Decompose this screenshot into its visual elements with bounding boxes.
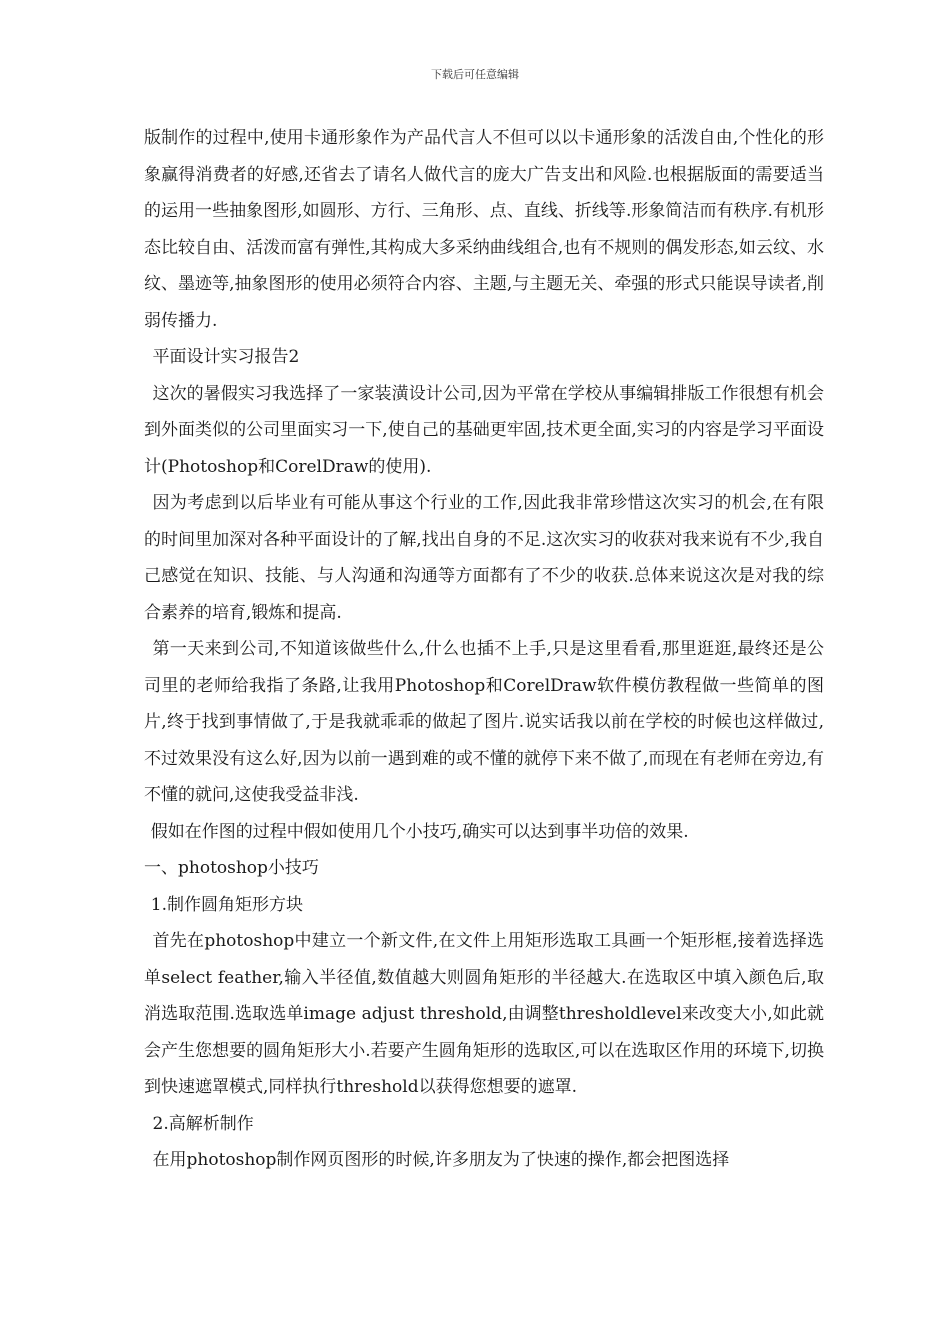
paragraph: 第一天来到公司,不知道该做些什么,什么也插不上手,只是这里看看,那里逛逛,最终还是公司里的老师给我指了条路,让我用Photoshop和CorelDraw软件模仿教程做一些简单的图片,终于找到事情做了,于是我就乖乖的做起了图片.说实话我以前在学校的时候也这样做过,不过效果没有这么好,因为以前一遇到难的或不懂的就停下来不做了,而现在有老师在旁边,有不懂的就问,这使我受益非浅. bbox=[144, 639, 824, 805]
paragraph: 在用photoshop制作网页图形的时候,许多朋友为了快速的操作,都会把图选择 bbox=[152, 1150, 730, 1170]
paragraph: 假如在作图的过程中假如使用几个小技巧,确实可以达到事半功倍的效果. bbox=[150, 821, 689, 842]
subsection-heading: 1.制作圆角矩形方块 bbox=[150, 894, 304, 915]
section-title: 平面设计实习报告2 bbox=[152, 347, 300, 367]
paragraph: 版制作的过程中,使用卡通形象作为产品代言人不但可以以卡通形象的活泼自由,个性化的形象赢得消费者的好感,还省去了请名人做代言的庞大广告支出和风险.也根据版面的需要适当的运用一些抽象图形,如圆形、方行、三角形、点、直线、折线等.形象简洁而有秩序.有机形态比较自由、活泼而富有弹性,其构成大多采纳曲线组合,也有不规则的偶发形态,如云纹、水纹、墨迹等,抽象图形的使用必须符合内容、主题,与主题无关、牵强的形式只能误导读者,削弱传播力. bbox=[144, 128, 824, 331]
paragraph: 因为考虑到以后毕业有可能从事这个行业的工作,因此我非常珍惜这次实习的机会,在有限的时间里加深对各种平面设计的了解,找出自身的不足.这次实习的收获对我来说有不少,我自己感觉在知识、技能、与人沟通和沟通等方面都有了不少的收获.总体来说这次是对我的综合素养的培育,锻炼和提高. bbox=[144, 493, 824, 623]
paragraph: 这次的暑假实习我选择了一家装潢设计公司,因为平常在学校从事编辑排版工作很想有机会到外面类似的公司里面实习一下,使自己的基础更牢固,技术更全面,实习的内容是学习平面设计(Photoshop和CorelDraw的使用). bbox=[144, 383, 824, 477]
subsection-heading: 2.高解析制作 bbox=[152, 1113, 254, 1134]
document-body bbox=[144, 120, 824, 1179]
paragraph: 首先在photoshop中建立一个新文件,在文件上用矩形选取工具画一个矩形框,接着选择选单select feather,输入半径值,数值越大则圆角矩形的半径越大.在选取区中填入颜色后,取消选取范围.选取选单image adjust threshold,由调整thresholdlevel来改变大小,如此就会产生您想要的圆角矩形大小.若要产生圆角矩形的选取区,可以在选取区作用的环境下,切换到快速遮罩模式,同样执行threshold以获得您想要的遮罩. bbox=[144, 931, 824, 1097]
section-heading: 一、photoshop小技巧 bbox=[144, 858, 319, 878]
page-header: 下载后可任意编辑 bbox=[431, 68, 519, 81]
